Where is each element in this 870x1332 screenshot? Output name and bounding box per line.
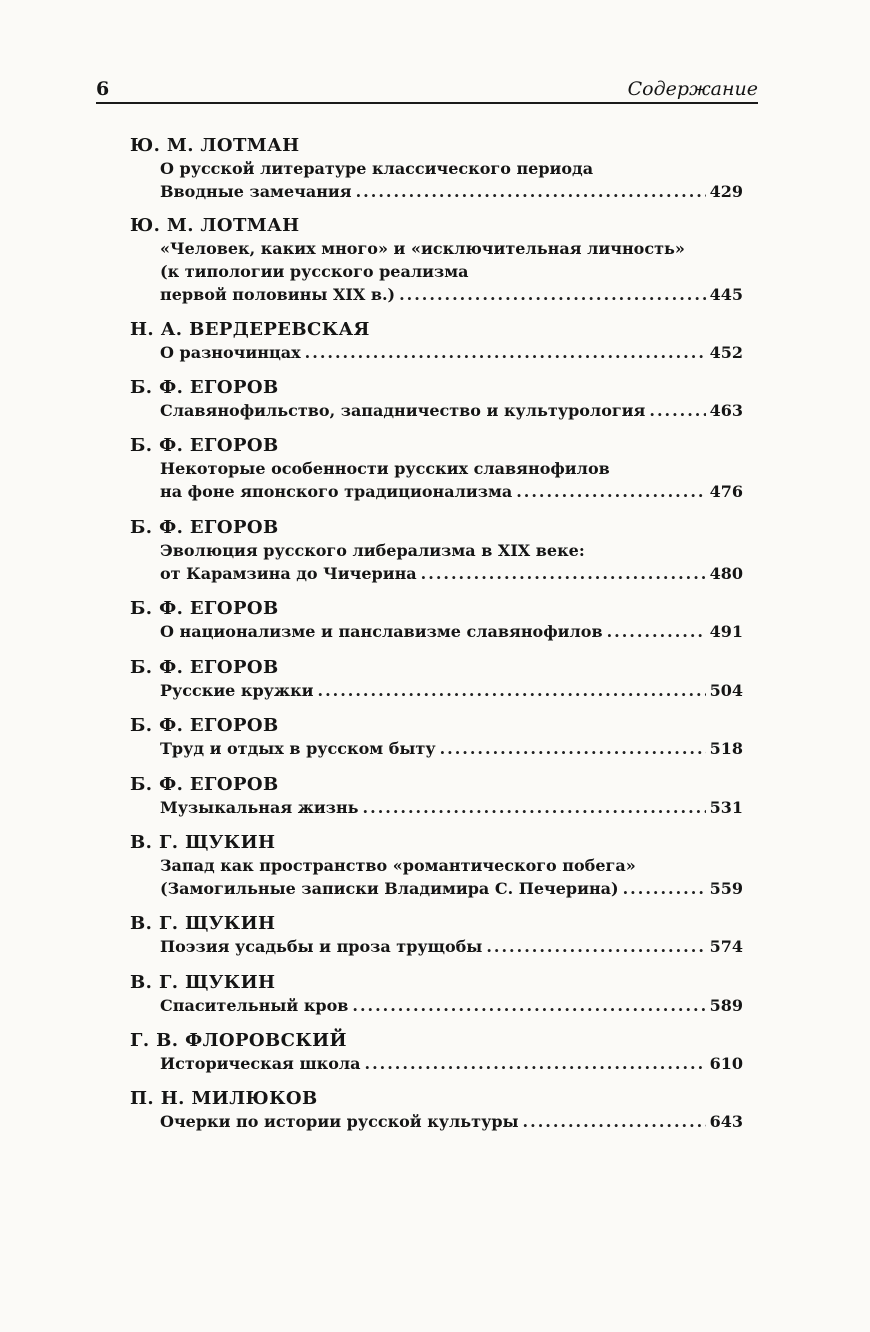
entry-author: Б. Ф. ЕГОРОВ [130,377,279,398]
entry-page-number: 574 [709,937,743,956]
dot-leader [623,877,706,900]
dot-leader [649,399,705,422]
entry-title-line: на фоне японского традиционализма [160,482,513,501]
entry-last-line [160,737,743,760]
dot-leader [365,1052,706,1075]
entry-last-line [160,399,743,422]
entry-page-number: 610 [709,1054,743,1073]
entry-last-line [160,1052,743,1075]
toc-entry[interactable] [130,1087,743,1133]
entry-title-line: Некоторые особенности русских славянофилов [160,459,610,478]
entry-title-line: первой половины XIX в.) [160,285,396,304]
entry-page-number: 445 [709,285,743,304]
entry-title-line: (к типологии русского реализма [160,262,469,281]
entry-author: Б. Ф. ЕГОРОВ [130,435,279,456]
entry-title-line: от Карамзина до Чичерина [160,564,417,583]
entry-page-number: 452 [709,343,743,362]
entry-last-line [160,935,743,958]
toc-entry[interactable] [130,714,743,760]
entry-last-line [160,283,743,306]
entry-title-line: Поэзия усадьбы и проза трущобы [160,937,483,956]
entry-title-line: Эволюция русского либерализма в XIX веке: [160,541,585,560]
entry-author: Б. Ф. ЕГОРОВ [130,657,279,678]
entry-page-number: 518 [709,739,743,758]
entry-page-number: 491 [709,622,743,641]
entry-author: Б. Ф. ЕГОРОВ [130,774,279,795]
entry-title-line: О разночинцах [160,343,301,362]
entry-page-number: 463 [709,401,743,420]
entry-author: П. Н. МИЛЮКОВ [130,1088,318,1109]
entry-author: Ю. М. ЛОТМАН [130,135,300,156]
entry-page-number: 531 [709,798,743,817]
dot-leader [363,796,706,819]
dot-leader [607,620,706,643]
dot-leader [523,1110,706,1133]
entry-page-number: 476 [709,482,743,501]
entry-page-number: 559 [709,879,743,898]
dot-leader [516,480,705,503]
toc-entry[interactable] [130,376,743,422]
entry-title-line: «Человек, каких много» и «исключительная личность» [160,239,685,258]
entry-title-line: Историческая школа [160,1054,361,1073]
entry-page-number: 589 [709,996,743,1015]
toc-entry[interactable] [130,134,743,203]
toc-entry[interactable] [130,831,743,900]
entry-last-line [160,480,743,503]
entry-title-line: О национализме и панславизме славянофилов [160,622,603,641]
entry-author: Б. Ф. ЕГОРОВ [130,715,279,736]
entry-last-line [160,877,743,900]
toc-entry[interactable] [130,773,743,819]
entry-last-line [160,562,743,585]
entry-title-line: Вводные замечания [160,182,352,201]
entry-last-line [160,796,743,819]
toc-entry[interactable] [130,912,743,958]
entry-last-line [160,341,743,364]
toc-entry[interactable] [130,597,743,643]
entry-author: В. Г. ЩУКИН [130,913,276,934]
entry-author: В. Г. ЩУКИН [130,972,276,993]
entry-page-number: 480 [709,564,743,583]
running-title: Содержание [627,78,758,100]
entry-last-line [160,180,743,203]
entry-title-line: (Замогильные записки Владимира С. Печерина) [160,879,619,898]
toc-entry[interactable] [130,434,743,503]
dot-leader [352,994,705,1017]
entry-title-line: Запад как пространство «романтического побега» [160,856,636,875]
dot-leader [421,562,706,585]
toc-entry[interactable] [130,971,743,1017]
entry-page-number: 429 [709,182,743,201]
entry-author: Б. Ф. ЕГОРОВ [130,598,279,619]
entry-last-line [160,994,743,1017]
entry-author: Ю. М. ЛОТМАН [130,215,300,236]
page-number: 6 [96,78,110,100]
entry-title-line: Труд и отдых в русском быту [160,739,436,758]
dot-leader [305,341,706,364]
entry-author: Г. В. ФЛОРОВСКИЙ [130,1030,347,1051]
entry-title-line: О русской литературе классического периода [160,159,594,178]
entry-author: В. Г. ЩУКИН [130,832,276,853]
entry-title-line: Спасительный кров [160,996,349,1015]
toc-entry[interactable] [130,516,743,585]
entry-title-line: Очерки по истории русской культуры [160,1112,519,1131]
entry-last-line [160,679,743,702]
dot-leader [318,679,706,702]
entry-title-line: Славянофильство, западничество и культурология [160,401,646,420]
entry-page-number: 504 [709,681,743,700]
toc-entry[interactable] [130,214,743,306]
entry-last-line [160,1110,743,1133]
entry-author: Б. Ф. ЕГОРОВ [130,517,279,538]
entry-last-line [160,620,743,643]
entry-author: Н. А. ВЕРДЕРЕВСКАЯ [130,319,370,340]
toc-entry[interactable] [130,1029,743,1075]
dot-leader [356,180,706,203]
dot-leader [486,935,705,958]
dot-leader [399,283,706,306]
entry-title-line: Музыкальная жизнь [160,798,359,817]
dot-leader [440,737,706,760]
entry-title-line: Русские кружки [160,681,314,700]
toc-entry[interactable] [130,656,743,702]
entry-page-number: 643 [709,1112,743,1131]
toc-entry[interactable] [130,318,743,364]
